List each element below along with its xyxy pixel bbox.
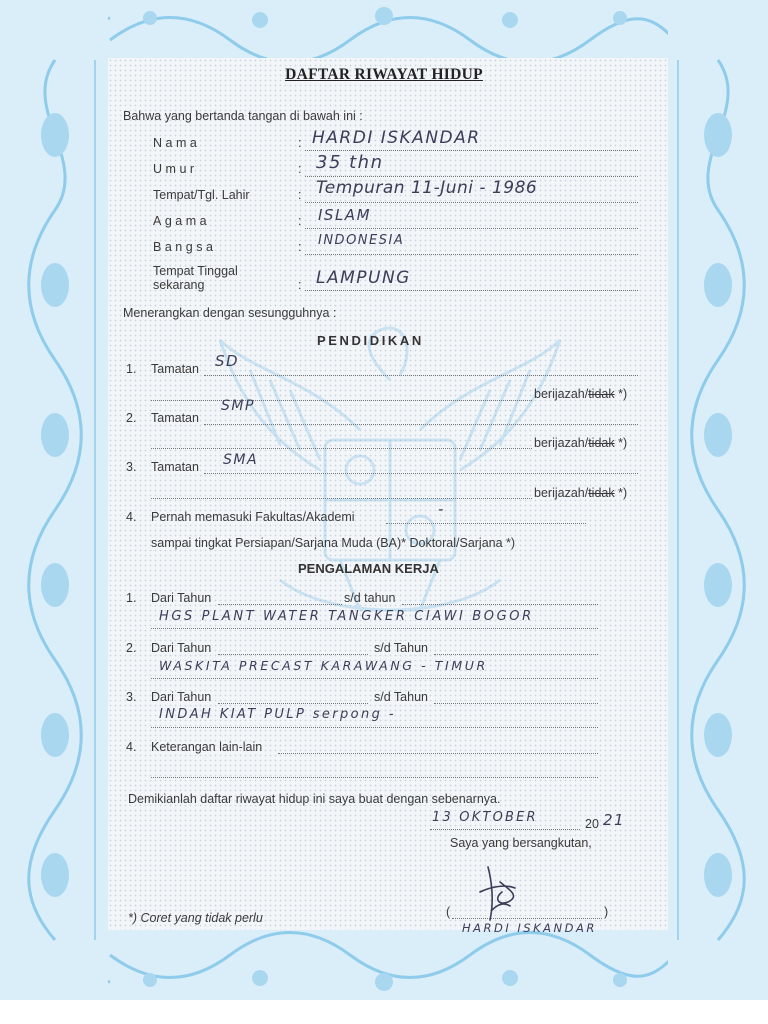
edu-number: 3. [126, 460, 137, 474]
field-label-sekarang: sekarang [153, 278, 205, 292]
ornamental-border-top [0, 0, 768, 58]
signer-name: HARDI ISKANDAR [462, 921, 597, 935]
ornamental-border-left [0, 0, 108, 1000]
section-heading-pengalaman-kerja: PENGALAMAN KERJA [298, 561, 439, 576]
edu-certificate: berijazah/tidak *) [534, 436, 628, 450]
work-line [151, 777, 598, 778]
field-value-umur: 35 thn [316, 152, 384, 173]
work-from-label: Dari Tahun [151, 690, 212, 704]
work-line [402, 604, 598, 605]
work-from-label: Dari Tahun [151, 641, 212, 655]
field-value-bangsa: INDONESIA [318, 233, 405, 248]
work-line [151, 628, 598, 629]
field-label-umur: Umur [153, 162, 198, 176]
field-value-tempat-tgl-lahir: Tempuran 11-Juni - 1986 [316, 178, 538, 198]
field-colon: : [298, 162, 302, 176]
date-year-prefix: 20 [585, 817, 599, 831]
work-value-2: WASKITA PRECAST KARAWANG - TIMUR [159, 658, 488, 673]
work-notes-label: Keterangan lain-lain [151, 740, 263, 754]
field-value-agama: ISLAM [318, 206, 372, 224]
field-line [305, 254, 638, 255]
date-year-suffix: 21 [603, 811, 626, 829]
edu-value-sd: SD [215, 352, 240, 370]
edu-line [151, 498, 532, 499]
section-heading-pendidikan: PENDIDIKAN [317, 333, 424, 348]
intro-text: Bahwa yang bertanda tangan di bawah ini : [123, 109, 363, 123]
field-label-tempat-tinggal: Tempat Tinggal [153, 264, 238, 278]
edu-value-smp: SMP [221, 398, 255, 414]
document-title: DAFTAR RIWAYAT HIDUP [285, 66, 483, 83]
work-number: 3. [126, 690, 137, 704]
work-line [218, 604, 342, 605]
edu-faculty-level: sampai tingkat Persiapan/Sarjana Muda (BA)* Doktoral/Sarjana *) [151, 536, 516, 550]
signer-label: Saya yang bersangkutan, [450, 836, 592, 850]
edu-line [151, 400, 532, 401]
work-number: 2. [126, 641, 137, 655]
edu-faculty-label: Pernah memasuki Fakultas/Akademi [151, 510, 355, 524]
field-label-tempat-tgl-lahir: Tempat/Tgl. Lahir [153, 188, 250, 202]
work-line [278, 753, 598, 754]
work-to-label: s/d Tahun [374, 690, 428, 704]
work-value-3: INDAH KIAT PULP serpong - [159, 707, 396, 722]
edu-number: 2. [126, 411, 137, 425]
footnote: *) Coret yang tidak perlu [128, 911, 263, 925]
signature [470, 862, 540, 922]
field-label-bangsa: Bangsa [153, 240, 217, 254]
edu-line [204, 375, 638, 376]
field-line [305, 290, 638, 291]
signer-open-paren: ( [446, 905, 451, 919]
field-colon: : [298, 278, 302, 292]
edu-label: Tamatan [151, 460, 199, 474]
work-to-label: s/d Tahun [374, 641, 428, 655]
field-colon: : [298, 188, 302, 202]
field-label-agama: Agama [153, 214, 211, 228]
edu-faculty-value: - [438, 500, 445, 518]
field-label-nama: Nama [153, 136, 201, 150]
date-value: 13 OKTOBER [432, 810, 538, 825]
work-line [218, 654, 368, 655]
signer-close-paren: ) [604, 905, 609, 919]
edu-number: 4. [126, 510, 137, 524]
edu-line [204, 473, 638, 474]
field-value-tempat-tinggal: LAMPUNG [316, 268, 411, 288]
work-number: 1. [126, 591, 137, 605]
date-line [430, 829, 580, 830]
statement-text: Menerangkan dengan sesungguhnya : [123, 306, 337, 320]
field-line [305, 176, 638, 177]
edu-line [204, 424, 638, 425]
field-colon: : [298, 240, 302, 254]
edu-line [151, 448, 532, 449]
work-to-label: s/d tahun [344, 591, 396, 605]
field-line [305, 202, 638, 203]
work-number: 4. [126, 740, 137, 754]
edu-number: 1. [126, 362, 137, 376]
ornamental-border-bottom [0, 930, 768, 1000]
edu-value-sma: SMA [223, 452, 259, 468]
work-line [434, 703, 598, 704]
field-colon: : [298, 214, 302, 228]
edu-certificate: berijazah/tidak *) [534, 486, 628, 500]
signer-line [452, 918, 602, 919]
work-line [151, 727, 598, 728]
field-value-nama: HARDI ISKANDAR [312, 128, 481, 148]
ornamental-border-right [668, 0, 768, 1000]
edu-label: Tamatan [151, 411, 199, 425]
edu-certificate: berijazah/tidak *) [534, 387, 628, 401]
closing-text: Demikianlah daftar riwayat hidup ini saya buat dengan sebenarnya. [128, 792, 501, 806]
work-value-1: HGS PLANT WATER TANGKER CIAWI BOGOR [159, 609, 534, 624]
edu-label: Tamatan [151, 362, 199, 376]
field-line [305, 228, 638, 229]
work-from-label: Dari Tahun [151, 591, 212, 605]
field-line [305, 150, 638, 151]
work-line [151, 678, 598, 679]
edu-line [386, 523, 586, 524]
field-colon: : [298, 136, 302, 150]
work-line [218, 703, 368, 704]
work-line [434, 654, 598, 655]
